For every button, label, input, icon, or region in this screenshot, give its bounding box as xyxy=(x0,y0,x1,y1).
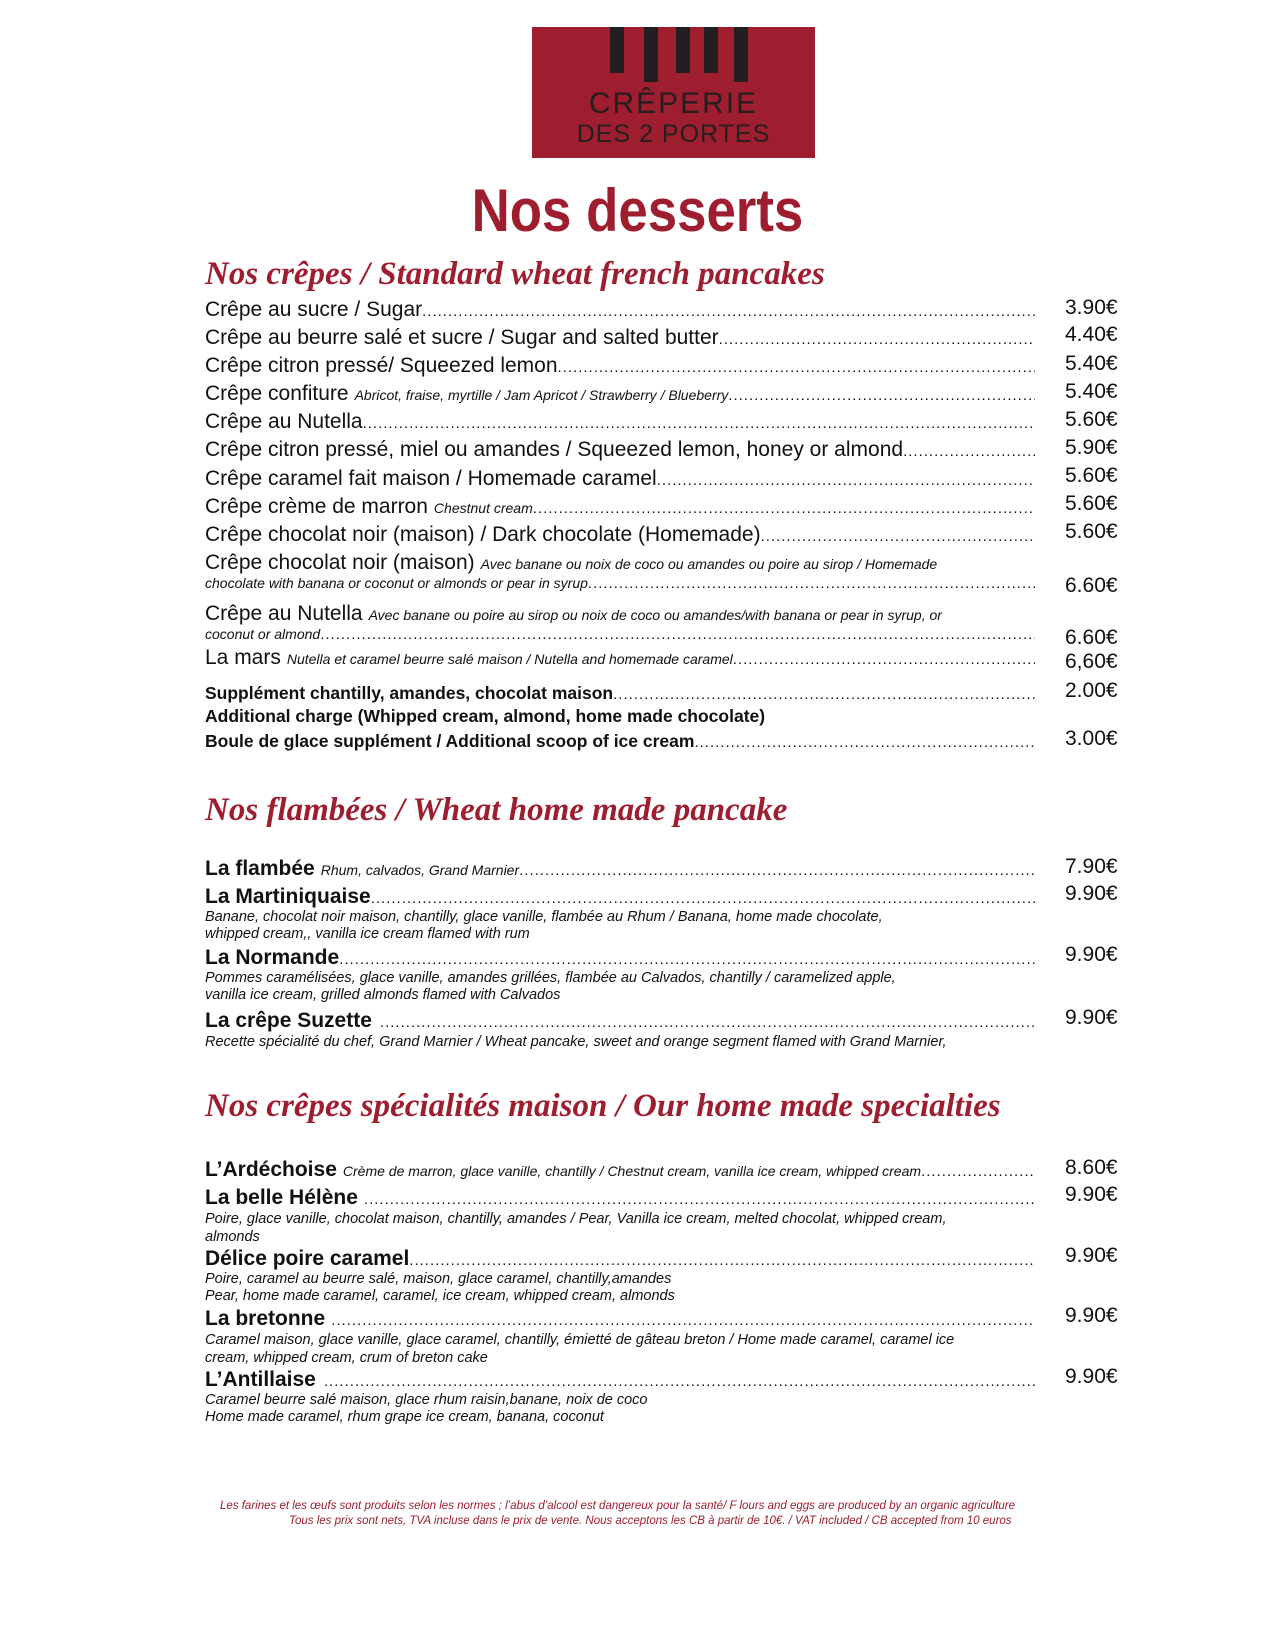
item-name: Crêpe chocolat noir (maison) / Dark chocolate (Homemade) xyxy=(205,523,761,546)
logo-bar-icon xyxy=(734,27,748,82)
item-description: Banane, chocolat noir maison, chantilly, glace vanille, flambée au Rhum / Banana, home made chocolate, xyxy=(205,909,883,925)
item-name: L’Ardéchoise xyxy=(205,1158,337,1181)
leader-dots xyxy=(324,1373,1035,1390)
item-name: La mars xyxy=(205,646,281,669)
menu-item-antillaise xyxy=(205,1365,1235,1426)
item-note: Nutella et caramel beurre salé maison / Nutella and homemade caramel xyxy=(286,651,733,667)
leader-dots xyxy=(380,1014,1035,1031)
item-description: Poire, glace vanille, chocolat maison, chantilly, amandes / Pear, Vanilla ice cream, melted chocolat, whipped cream, xyxy=(205,1211,947,1227)
leader-dots xyxy=(903,443,1035,460)
leader-dots xyxy=(657,472,1035,489)
logo-text-creperie: CRÊPERIE xyxy=(588,87,759,120)
item-description: almonds xyxy=(205,1229,260,1245)
restaurant-logo xyxy=(532,27,815,158)
menu-item-ardechoise xyxy=(205,1158,1235,1182)
item-description: vanilla ice cream, grilled almonds flamed with Calvados xyxy=(205,987,561,1003)
logo-bar-icon xyxy=(676,27,690,73)
leader-dots xyxy=(558,359,1035,376)
item-price: 9.90€ xyxy=(1065,882,1118,905)
item-description: Caramel maison, glace vanille, glace caramel, chantilly, émietté de gâteau breton / Home made caramel, caramel ice xyxy=(205,1332,955,1348)
leader-dots xyxy=(422,303,1035,320)
item-description: Home made caramel, rhum grape ice cream, banana, coconut xyxy=(205,1409,604,1425)
item-price: 5.60€ xyxy=(1065,492,1118,515)
section-title-flambees: Nos flambées / Wheat home made pancake xyxy=(205,792,788,828)
item-description: Caramel beurre salé maison, glace rhum raisin,banane, noix de coco xyxy=(205,1392,648,1408)
item-note: Rhum, calvados, Grand Marnier xyxy=(320,862,520,878)
menu-item-suzette xyxy=(205,1006,1235,1051)
menu-item-flambee xyxy=(205,857,1235,881)
item-name: Crêpe caramel fait maison / Homemade caramel xyxy=(205,467,657,490)
item-name: La Martiniquaise xyxy=(205,885,371,908)
item-price: 6,60€ xyxy=(1065,650,1118,673)
menu-item-bretonne xyxy=(205,1304,1235,1367)
item-price: 9.90€ xyxy=(1065,1183,1118,1206)
item-name: La crêpe Suzette xyxy=(205,1009,372,1032)
item-name: L’Antillaise xyxy=(205,1368,316,1391)
item-price: 9.90€ xyxy=(1065,1244,1118,1267)
menu-item-citron-miel xyxy=(205,438,1235,462)
item-note-continued: coconut or almond xyxy=(205,626,321,642)
footer-note-flours: Les farines et les œufs sont produits selon les normes ; l’abus d’alcool est dangereux pour la santé/ F lours and eggs are produced by an organic agriculture xyxy=(220,1500,1016,1512)
menu-item-caramel xyxy=(205,464,1235,491)
item-price: 5.40€ xyxy=(1065,380,1118,403)
item-price: 9.90€ xyxy=(1065,1365,1118,1388)
leader-dots xyxy=(519,862,1035,879)
item-price: 5.60€ xyxy=(1065,408,1118,431)
item-note: Chestnut cream xyxy=(433,500,533,516)
leader-dots xyxy=(694,734,1035,751)
item-name: Crêpe crème de marron xyxy=(205,495,428,518)
menu-item-confiture xyxy=(205,382,1235,406)
item-name-english: Additional charge (Whipped cream, almond, home made chocolate) xyxy=(205,706,766,726)
leader-dots xyxy=(733,651,1035,668)
menu-item-delice-poire xyxy=(205,1244,1235,1305)
item-name: La Normande xyxy=(205,946,340,969)
item-name: Crêpe citron pressé/ Squeezed lemon xyxy=(205,354,558,377)
item-name: Délice poire caramel xyxy=(205,1247,410,1270)
item-note: Avec banane ou poire au sirop ou noix de coco ou amandes/with banana or pear in syrup, or xyxy=(368,607,942,623)
item-note: Abricot, fraise, myrtille / Jam Apricot / Strawberry / Blueberry xyxy=(354,387,729,403)
item-name: Crêpe au Nutella xyxy=(205,602,363,625)
item-price: 6.60€ xyxy=(1065,574,1118,597)
item-name: Crêpe au beurre salé et sucre / Sugar and salted butter xyxy=(205,326,719,349)
item-price: 2.00€ xyxy=(1065,679,1118,702)
footer-note-prices: Tous les prix sont nets, TVA incluse dans le prix de vente. Nous acceptons les CB à partir de 10€. / VAT included / CB accepted from 10 euros xyxy=(289,1515,1012,1527)
item-price: 7.90€ xyxy=(1065,855,1118,878)
menu-item-sucre xyxy=(205,298,1235,322)
menu-item-citron xyxy=(205,354,1235,378)
item-price: 8.60€ xyxy=(1065,1156,1118,1179)
menu-item-marron xyxy=(205,492,1235,519)
item-name: Crêpe citron pressé, miel ou amandes / Squeezed lemon, honey or almond xyxy=(205,438,904,461)
leader-dots xyxy=(331,1312,1035,1329)
item-description: cream, whipped cream, crum of breton cake xyxy=(205,1350,488,1366)
menu-item-martiniquaise xyxy=(205,882,1235,943)
item-name: La flambée xyxy=(205,857,315,880)
item-description: Recette spécialité du chef, Grand Marnier / Wheat pancake, sweet and orange segment flamed with Grand Marnier, xyxy=(205,1034,947,1050)
item-price: 5.60€ xyxy=(1065,520,1118,543)
item-name: La belle Hélène xyxy=(205,1186,358,1209)
leader-dots xyxy=(719,331,1035,348)
item-note: Avec banane ou noix de coco ou amandes ou poire au sirop / Homemade xyxy=(480,556,938,572)
leader-dots xyxy=(761,528,1035,545)
leader-dots xyxy=(320,626,1035,643)
section-title-specialties: Nos crêpes spécialités maison / Our home made specialties xyxy=(205,1088,1001,1124)
item-price: 9.90€ xyxy=(1065,1304,1118,1327)
item-name: Crêpe chocolat noir (maison) xyxy=(205,551,475,574)
item-name: La bretonne xyxy=(205,1307,326,1330)
item-price: 9.90€ xyxy=(1065,1006,1118,1029)
menu-item-supplement xyxy=(205,679,1235,727)
menu-item-nutella xyxy=(205,410,1235,434)
item-name: Supplément chantilly, amandes, chocolat maison xyxy=(205,683,614,703)
page-title: Nos desserts xyxy=(471,177,804,244)
leader-dots xyxy=(409,1252,1035,1269)
item-price: 5.60€ xyxy=(1065,464,1118,487)
item-price: 5.40€ xyxy=(1065,352,1118,375)
leader-dots xyxy=(371,890,1035,907)
item-note-continued: chocolate with banana or coconut or almonds or pear in syrup xyxy=(205,575,588,591)
logo-bar-icon xyxy=(704,27,718,73)
leader-dots xyxy=(588,575,1035,592)
item-price: 5.90€ xyxy=(1065,436,1118,459)
item-description: Pommes caramélisées, glace vanille, amandes grillées, flambée au Calvados, chantilly / caramelized apple, xyxy=(205,970,896,986)
leader-dots xyxy=(363,415,1035,432)
menu-item-mars xyxy=(205,646,1235,673)
item-name: Crêpe au sucre / Sugar xyxy=(205,298,423,321)
leader-dots xyxy=(921,1163,1035,1180)
item-price: 3.90€ xyxy=(1065,296,1118,319)
item-description: whipped cream,, vanilla ice cream flamed with rum xyxy=(205,926,530,942)
logo-bar-icon xyxy=(610,27,624,73)
item-name: Crêpe au Nutella xyxy=(205,410,363,433)
menu-item-nutella-plus xyxy=(205,602,1235,649)
leader-dots xyxy=(364,1191,1035,1208)
leader-dots xyxy=(533,500,1035,517)
menu-item-chocolat-plus xyxy=(205,551,1235,597)
menu-item-beurre xyxy=(205,323,1235,350)
menu-item-belle-helene xyxy=(205,1183,1235,1246)
item-price: 6.60€ xyxy=(1065,626,1118,649)
item-name: Crêpe confiture xyxy=(205,382,349,405)
leader-dots xyxy=(339,951,1035,968)
item-price: 4.40€ xyxy=(1065,323,1118,346)
leader-dots xyxy=(728,387,1035,404)
item-description: Poire, caramel au beurre salé, maison, glace caramel, chantilly,amandes xyxy=(205,1271,672,1287)
item-price: 9.90€ xyxy=(1065,943,1118,966)
item-name: Boule de glace supplément / Additional scoop of ice cream xyxy=(205,731,695,751)
item-price: 3.00€ xyxy=(1065,727,1118,750)
leader-dots xyxy=(613,686,1035,703)
logo-bar-icon xyxy=(644,27,658,82)
section-title-standard: Nos crêpes / Standard wheat french pancakes xyxy=(205,256,825,292)
menu-item-glace xyxy=(205,727,1235,752)
logo-text-portes: DES 2 PORTES xyxy=(576,120,771,148)
menu-item-normande xyxy=(205,943,1235,1004)
item-description: Pear, home made caramel, caramel, ice cream, whipped cream, almonds xyxy=(205,1288,675,1304)
item-note: Crème de marron, glace vanille, chantilly / Chestnut cream, vanilla ice cream, whipped cream xyxy=(342,1163,922,1179)
menu-item-chocolat xyxy=(205,520,1235,547)
